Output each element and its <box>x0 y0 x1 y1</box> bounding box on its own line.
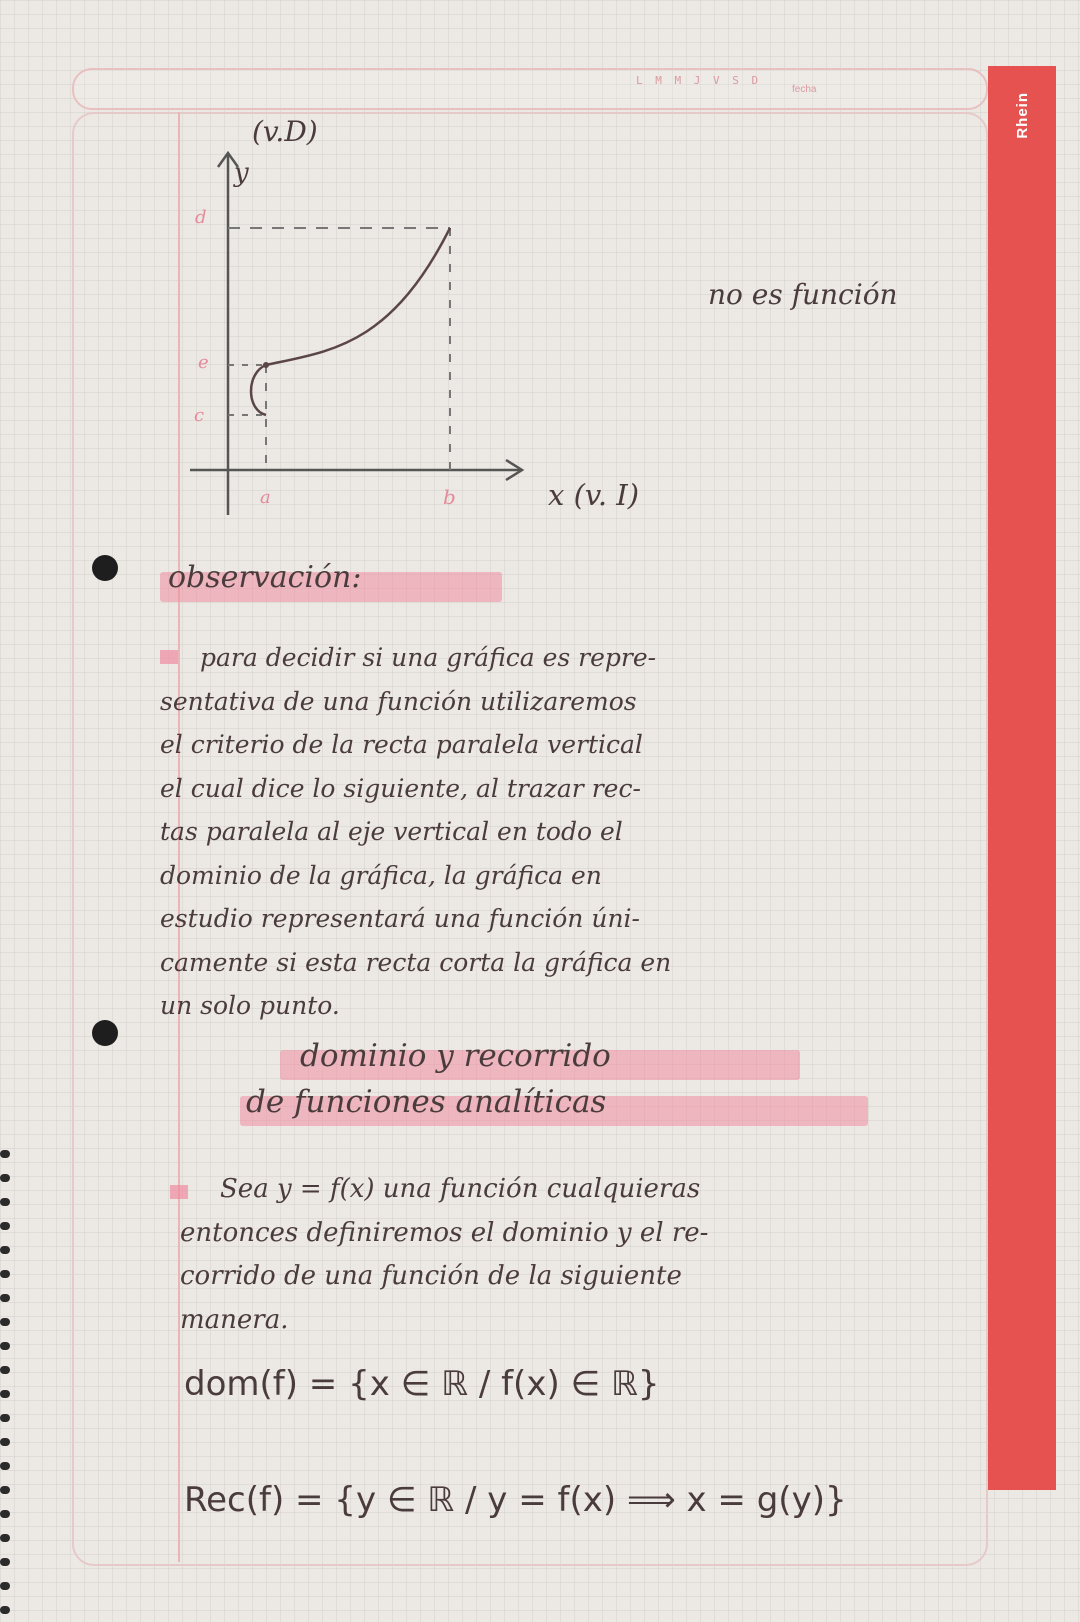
definition-line: manera. <box>180 1304 289 1335</box>
page-header-band <box>72 68 988 110</box>
spiral-ring <box>0 1318 10 1326</box>
observation-line: dominio de la gráfica, la gráfica en <box>160 860 602 890</box>
tick-x-a: a <box>260 487 271 508</box>
definition-paragraph <box>180 1168 980 1342</box>
spiral-ring <box>0 1198 10 1206</box>
spiral-ring <box>0 1486 10 1494</box>
section-title-line1: dominio y recorrido <box>300 1038 611 1074</box>
tick-y-mid: e <box>198 352 209 373</box>
spiral-ring <box>0 1150 10 1158</box>
brand-strip <box>988 66 1056 1490</box>
observation-line: camente si esta recta corta la gráfica en <box>160 947 672 977</box>
graph-verdict: no es función <box>708 278 898 311</box>
spiral-ring <box>0 1462 10 1470</box>
spiral-ring <box>0 1438 10 1446</box>
curve <box>251 228 450 415</box>
spiral-ring <box>0 1558 10 1566</box>
tick-y-low: c <box>194 405 205 426</box>
observation-line: el cual dice lo siguiente, al trazar rec- <box>160 773 641 803</box>
brand-logo: Rhein <box>1014 92 1031 139</box>
observation-line: el criterio de la recta paralela vertical <box>160 730 643 759</box>
spiral-ring <box>0 1294 10 1302</box>
date-weekday-grid: L M M J V S D <box>636 74 762 87</box>
tick-x-b: b <box>443 485 456 509</box>
spiral-ring <box>0 1582 10 1590</box>
spiral-ring <box>0 1222 10 1230</box>
spiral-ring <box>0 1510 10 1518</box>
observation-line: para decidir si una gráfica es repre- <box>200 643 657 672</box>
y-axis-label: y <box>234 158 249 188</box>
spiral-ring <box>0 1390 10 1398</box>
definition-line: Sea y = f(x) una función cualquieras <box>220 1174 701 1204</box>
observation-line: un solo punto. <box>160 991 340 1020</box>
punch-hole-bottom <box>92 1020 118 1046</box>
observation-line: estudio representará una función úni- <box>160 904 640 933</box>
spiral-ring <box>0 1246 10 1254</box>
spiral-ring <box>0 1366 10 1374</box>
spiral-binding <box>0 0 14 1622</box>
spiral-ring <box>0 1270 10 1278</box>
observation-line: tas paralela al eje vertical en todo el <box>160 817 623 846</box>
punch-hole-top <box>92 555 118 581</box>
section-title-line2: de funciones analíticas <box>246 1084 607 1120</box>
spiral-ring <box>0 1414 10 1422</box>
x-axis-label: x (v. I) <box>548 478 640 512</box>
spiral-ring <box>0 1174 10 1182</box>
spiral-ring <box>0 1534 10 1542</box>
observation-paragraph <box>160 636 970 1028</box>
y-axis-note: (v.D) <box>252 115 318 148</box>
observation-line: sentativa de una función utilizaremos <box>160 686 637 716</box>
curve-start-point <box>263 362 269 368</box>
spiral-ring <box>0 1342 10 1350</box>
observation-heading: observación: <box>168 560 362 595</box>
date-label: fecha <box>792 84 817 95</box>
tick-y-top: d <box>195 207 207 228</box>
definition-line: entonces definiremos el dominio y el re- <box>180 1217 709 1248</box>
range-formula: Rec(f) = {y ∈ ℝ / y = f(x) ⟹ x = g(y)} <box>184 1480 847 1520</box>
spiral-ring <box>0 1606 10 1614</box>
definition-line: corrido de una función de la siguiente <box>180 1261 682 1291</box>
domain-formula: dom(f) = {x ∈ ℝ / f(x) ∈ ℝ} <box>184 1364 660 1404</box>
